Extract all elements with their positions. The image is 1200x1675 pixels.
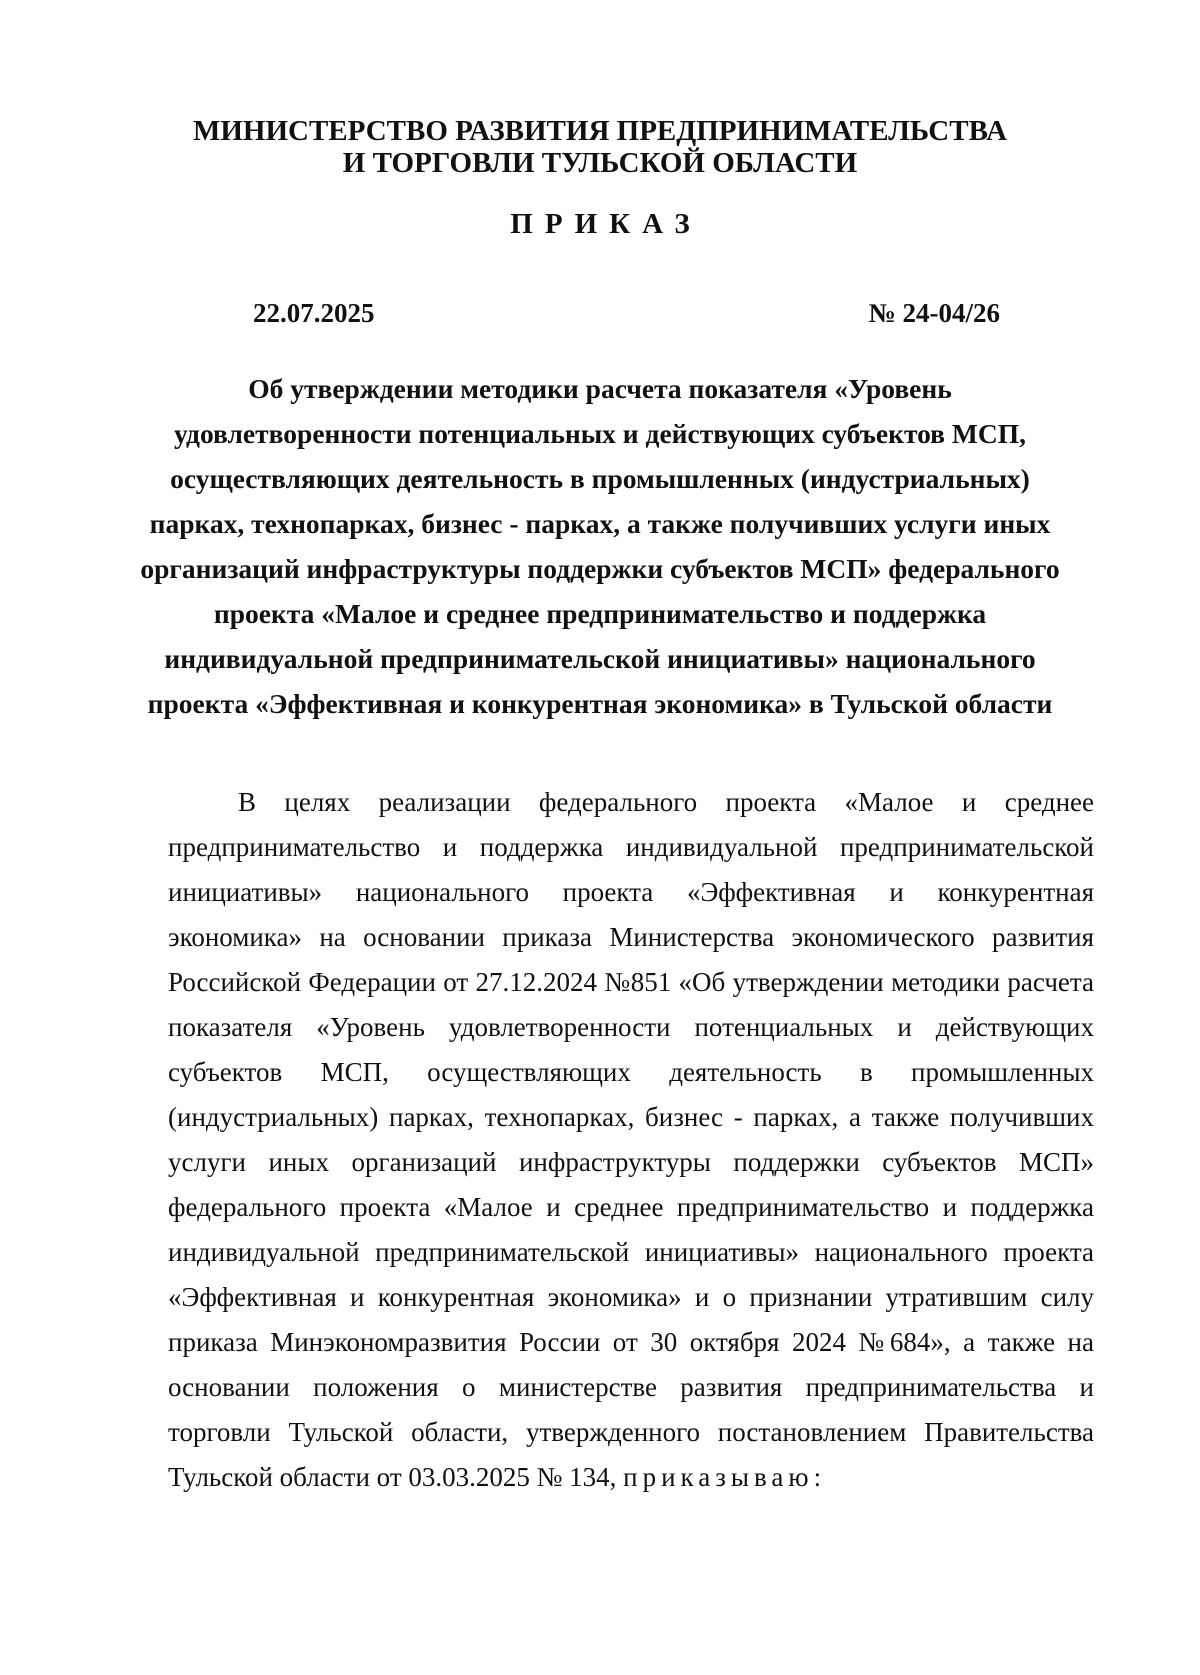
body-line: инициативы» национального проекта «Эффективная и конкурентная	[168, 877, 1094, 907]
title-line: индивидуальной предпринимательской инициативы» национального	[164, 643, 1036, 674]
title-line: Об утверждении методики расчета показателя «Уровень	[248, 373, 952, 404]
body-line: показателя «Уровень удовлетворенности потенциальных и действующих	[168, 1012, 1094, 1042]
body-line: экономика» на основании приказа Министерства экономического развития	[168, 922, 1094, 952]
title-line: парках, технопарках, бизнес - парках, а также получивших услуги иных	[149, 508, 1051, 539]
body-line: федерального проекта «Малое и среднее предпринимательство и поддержка	[168, 1192, 1094, 1222]
order-word: приказываю:	[623, 1462, 827, 1492]
document-type: ПРИКАЗ	[510, 208, 702, 240]
title-line: проекта «Эффективная и конкурентная экономика» в Тульской области	[147, 688, 1053, 719]
body-last-text: Тульской области от 03.03.2025 № 134,	[168, 1462, 624, 1492]
title-line: осуществляющих деятельность в промышленных (индустриальных)	[170, 463, 1030, 494]
order-date: 22.07.2025	[253, 298, 375, 328]
order-body	[168, 780, 1094, 1500]
body-line: (индустриальных) парках, технопарках, бизнес - парках, а также получивших	[168, 1102, 1094, 1132]
title-line: проекта «Малое и среднее предпринимательство и поддержка	[213, 598, 987, 629]
title-line: удовлетворенности потенциальных и действующих субъектов МСП,	[174, 418, 1026, 449]
body-line: «Эффективная и конкурентная экономика» и о признании утратившим силу	[168, 1282, 1094, 1312]
ministry-name-line-2: И ТОРГОВЛИ ТУЛЬСКОЙ ОБЛАСТИ	[342, 147, 858, 179]
ministry-name-line-1: МИНИСТЕРСТВО РАЗВИТИЯ ПРЕДПРИНИМАТЕЛЬСТВА	[192, 115, 1008, 147]
body-line: услуги иных организаций инфраструктуры поддержки субъектов МСП»	[168, 1147, 1094, 1177]
body-line: основании положения о министерстве развития предпринимательства и	[168, 1372, 1094, 1402]
body-line-last	[168, 1455, 1094, 1500]
body-line: приказа Минэкономразвития России от 30 октября 2024 №684», а также на	[168, 1327, 1094, 1357]
body-line: субъектов МСП, осуществляющих деятельность в промышленных	[168, 1057, 1094, 1087]
body-line: В целях реализации федерального проекта «Малое и среднее	[238, 787, 1094, 817]
body-line: торговли Тульской области, утвержденного постановлением Правительства	[168, 1417, 1094, 1447]
title-line: организаций инфраструктуры поддержки субъектов МСП» федерального	[140, 553, 1060, 584]
body-line: предпринимательство и поддержка индивидуальной предпринимательской	[168, 832, 1094, 862]
order-number: № 24-04/26	[868, 298, 1000, 328]
order-title	[0, 366, 1200, 726]
body-line: индивидуальной предпринимательской инициативы» национального проекта	[168, 1237, 1094, 1267]
ministry-name	[0, 115, 1200, 179]
body-line: Российской Федерации от 27.12.2024 №851 «Об утверждении методики расчета	[168, 967, 1094, 997]
